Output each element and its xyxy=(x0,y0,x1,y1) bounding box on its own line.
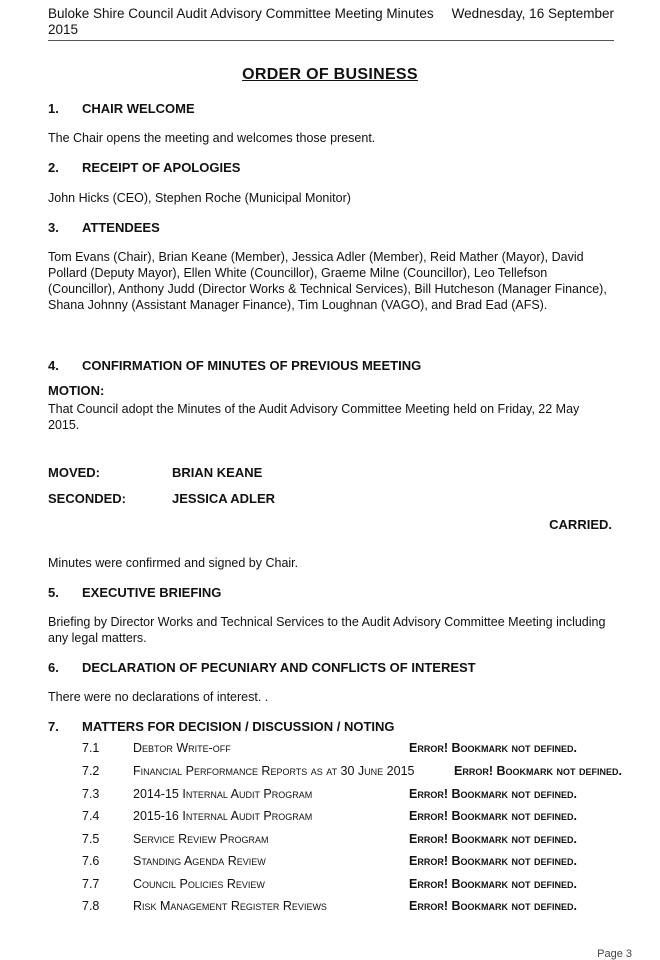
seconded-label: SECONDED: xyxy=(48,491,127,506)
moved-name: BRIAN KEANE xyxy=(172,465,263,480)
agenda-number: 7.1 xyxy=(82,741,100,755)
section-number: 2. xyxy=(48,160,59,175)
section-4-heading xyxy=(48,358,421,373)
section-number: 5. xyxy=(48,585,59,600)
section-title: RECEIPT OF APOLOGIES xyxy=(82,160,241,175)
section-7-heading xyxy=(48,719,395,734)
bookmark-error: Error! Bookmark not defined. xyxy=(409,877,577,891)
bookmark-error: Error! Bookmark not defined. xyxy=(409,832,577,846)
agenda-number: 7.7 xyxy=(82,877,100,891)
bookmark-error: Error! Bookmark not defined. xyxy=(409,741,577,755)
section-title: CHAIR WELCOME xyxy=(82,101,195,116)
section-5-body: Briefing by Director Works and Technical Services to the Audit Advisory Committee Meeting including any legal matters. xyxy=(48,615,606,645)
page-header xyxy=(48,6,614,41)
section-number: 1. xyxy=(48,101,59,116)
agenda-title[interactable]: Debtor Write-off xyxy=(133,741,231,755)
section-3-body: Tom Evans (Chair), Brian Keane (Member), Jessica Adler (Member), Reid Mather (Mayor), David Pollard (Deputy Mayor), Ellen White (Councillor), Graeme Milne (Councillor), Leo Tellefson (Councillor), Anthony Judd (Director Works & Technical Services), Bill Hutcheson (Manager Finance), Shana Johnny (Assistant Manager Finance), Tim Loughnan (VAGO), and Brad Ead (AFS). xyxy=(48,250,607,312)
header-title: Buloke Shire Council Audit Advisory Committee Meeting Minutes xyxy=(48,6,434,21)
section-number: 3. xyxy=(48,220,59,235)
agenda-item[interactable] xyxy=(82,832,660,850)
minutes-note: Minutes were confirmed and signed by Chair. xyxy=(48,556,299,570)
motion-label: MOTION: xyxy=(48,383,105,398)
agenda-number: 7.8 xyxy=(82,899,100,913)
agenda-item[interactable] xyxy=(82,877,660,895)
section-number: 4. xyxy=(48,358,59,373)
agenda-item[interactable] xyxy=(82,764,660,782)
section-1-body: The Chair opens the meeting and welcomes those present. xyxy=(48,131,376,145)
section-5-heading xyxy=(48,585,221,600)
agenda-item[interactable] xyxy=(82,741,660,759)
section-6-heading xyxy=(48,660,476,675)
section-title: MATTERS FOR DECISION / DISCUSSION / NOTING xyxy=(82,719,395,734)
agenda-item[interactable] xyxy=(82,787,660,805)
motion-result: CARRIED. xyxy=(549,517,612,532)
agenda-title[interactable]: Service Review Program xyxy=(133,832,269,846)
section-2-heading xyxy=(48,160,240,175)
section-1-heading xyxy=(48,101,195,116)
bookmark-error: Error! Bookmark not defined. xyxy=(409,899,577,913)
seconded-name: JESSICA ADLER xyxy=(172,491,276,506)
section-number: 6. xyxy=(48,660,59,675)
section-6-body: There were no declarations of interest. . xyxy=(48,690,269,704)
agenda-title[interactable]: Council Policies Review xyxy=(133,877,265,891)
agenda-item[interactable] xyxy=(82,899,660,917)
header-date: Wednesday, 16 September xyxy=(451,6,614,21)
agenda-number: 7.5 xyxy=(82,832,100,846)
motion-text: That Council adopt the Minutes of the Audit Advisory Committee Meeting held on Friday, 22 May 2015. xyxy=(48,402,580,432)
agenda-title[interactable]: Financial Performance Reports as at 30 June 2015 xyxy=(133,764,415,778)
page-number: Page 3 xyxy=(597,948,632,960)
bookmark-error: Error! Bookmark not defined. xyxy=(409,809,577,823)
section-title: CONFIRMATION OF MINUTES OF PREVIOUS MEETING xyxy=(82,358,422,373)
moved-label: MOVED: xyxy=(48,465,100,480)
section-title: DECLARATION OF PECUNIARY AND CONFLICTS OF INTEREST xyxy=(82,660,476,675)
section-number: 7. xyxy=(48,719,59,734)
agenda-item[interactable] xyxy=(82,809,660,827)
agenda-title[interactable]: Risk Management Register Reviews xyxy=(133,899,327,913)
agenda-number: 7.4 xyxy=(82,809,100,823)
agenda-title[interactable]: 2014-15 Internal Audit Program xyxy=(133,787,313,801)
agenda-title[interactable]: Standing Agenda Review xyxy=(133,854,266,868)
agenda-number: 7.2 xyxy=(82,764,100,778)
agenda-number: 7.6 xyxy=(82,854,100,868)
bookmark-error: Error! Bookmark not defined. xyxy=(454,764,622,778)
header-year: 2015 xyxy=(48,22,79,37)
agenda-title[interactable]: 2015-16 Internal Audit Program xyxy=(133,809,313,823)
bookmark-error: Error! Bookmark not defined. xyxy=(409,787,577,801)
section-2-body: John Hicks (CEO), Stephen Roche (Municipal Monitor) xyxy=(48,191,351,205)
agenda-item[interactable] xyxy=(82,854,660,872)
page-title: ORDER OF BUSINESS xyxy=(242,66,418,83)
section-title: EXECUTIVE BRIEFING xyxy=(82,585,222,600)
agenda-number: 7.3 xyxy=(82,787,100,801)
bookmark-error: Error! Bookmark not defined. xyxy=(409,854,577,868)
section-3-heading xyxy=(48,220,160,235)
section-title: ATTENDEES xyxy=(82,220,160,235)
